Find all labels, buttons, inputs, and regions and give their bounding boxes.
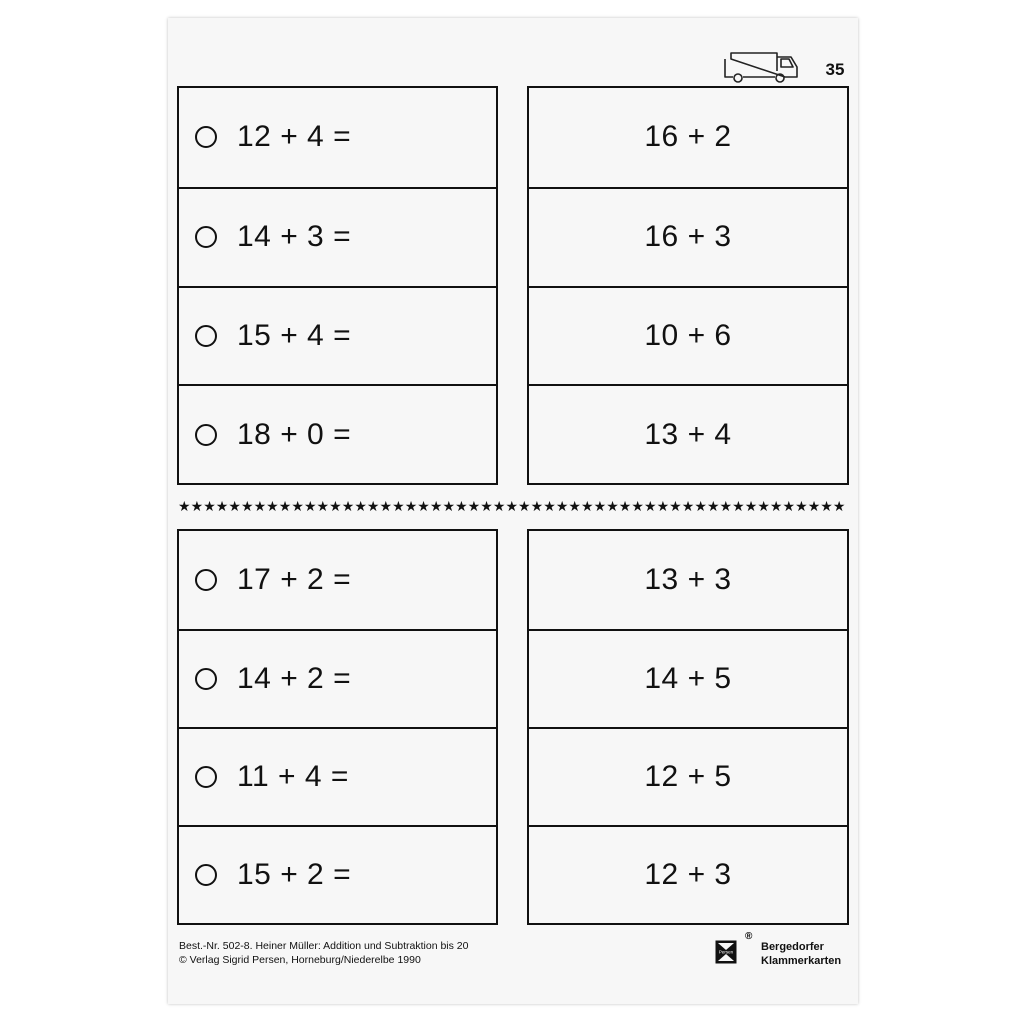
answer-circle[interactable] xyxy=(195,668,217,690)
task-text: 18 + 0 = xyxy=(237,417,352,451)
star-icon: ★ xyxy=(744,498,758,514)
brand-name xyxy=(743,940,841,968)
answer-text: 10 + 6 xyxy=(644,318,732,352)
task-row[interactable] xyxy=(179,727,496,825)
bottom-task-block xyxy=(177,529,498,925)
star-icon: ★ xyxy=(832,498,846,514)
star-icon: ★ xyxy=(455,498,468,514)
star-icon: ★ xyxy=(354,498,367,514)
task-text: 17 + 2 = xyxy=(237,563,352,596)
star-icon: ★ xyxy=(203,498,216,514)
star-icon: ★ xyxy=(341,498,355,514)
star-icon: ★ xyxy=(404,498,418,514)
star-icon: ★ xyxy=(240,498,254,514)
task-row[interactable] xyxy=(179,825,496,923)
star-icon: ★ xyxy=(669,498,682,514)
star-icon: ★ xyxy=(618,498,632,514)
answer-text: 13 + 4 xyxy=(644,417,732,451)
star-icon: ★ xyxy=(291,498,304,514)
publisher-logo-text: Persen xyxy=(718,949,734,955)
task-row[interactable] xyxy=(179,286,496,385)
footer-line-2: © Verlag Sigrid Persen, Horneburg/Niederelbe 1990 xyxy=(179,954,421,966)
answer-circle[interactable] xyxy=(195,864,217,886)
task-text: 12 + 4 = xyxy=(237,120,352,154)
star-icon: ★ xyxy=(530,498,544,514)
star-icon: ★ xyxy=(543,498,556,514)
star-icon: ★ xyxy=(480,498,493,514)
registered-mark: ® xyxy=(745,931,753,942)
brand-line-1: Bergedorfer xyxy=(761,941,824,953)
answer-text: 12 + 3 xyxy=(644,858,732,891)
answer-circle[interactable] xyxy=(195,325,217,347)
task-row[interactable] xyxy=(179,384,496,483)
task-text: 15 + 2 = xyxy=(237,858,352,891)
star-icon: ★ xyxy=(795,498,808,514)
answer-text: 16 + 3 xyxy=(644,220,732,254)
answer-text: 12 + 5 xyxy=(644,760,732,793)
star-icon: ★ xyxy=(694,498,707,514)
star-icon: ★ xyxy=(215,498,229,514)
star-icon: ★ xyxy=(606,498,619,514)
brand-line-2: Klammerkarten xyxy=(761,955,842,967)
footer-line-1: Best.-Nr. 502-8. Heiner Müller: Addition und Subtraktion bis 20 xyxy=(179,940,469,952)
answer-row xyxy=(529,286,847,385)
star-icon: ★ xyxy=(631,498,644,514)
star-icon: ★ xyxy=(467,498,481,514)
star-icon: ★ xyxy=(178,498,191,514)
task-row[interactable] xyxy=(179,629,496,727)
star-icon: ★ xyxy=(568,498,581,514)
page-number: 35 xyxy=(825,60,845,79)
answer-circle[interactable] xyxy=(195,569,217,591)
top-answer-block xyxy=(527,86,849,485)
answer-text: 16 + 2 xyxy=(644,120,732,154)
star-icon: ★ xyxy=(366,498,380,514)
star-icon: ★ xyxy=(769,498,783,514)
star-icon: ★ xyxy=(555,498,569,514)
star-icon: ★ xyxy=(732,498,745,514)
answer-circle[interactable] xyxy=(195,126,217,148)
answer-row xyxy=(529,825,847,923)
star-icon: ★ xyxy=(757,498,770,514)
answer-circle[interactable] xyxy=(195,226,217,248)
star-icon: ★ xyxy=(303,498,317,514)
bottom-answer-block xyxy=(527,529,849,925)
star-icon: ★ xyxy=(706,498,720,514)
answer-circle[interactable] xyxy=(195,424,217,446)
star-icon: ★ xyxy=(429,498,443,514)
star-icon: ★ xyxy=(593,498,607,514)
star-icon: ★ xyxy=(643,498,657,514)
star-divider xyxy=(178,497,846,515)
star-icon: ★ xyxy=(782,498,796,514)
star-icon: ★ xyxy=(656,498,670,514)
answer-text: 14 + 5 xyxy=(644,662,732,695)
top-task-block xyxy=(177,86,498,485)
task-row[interactable] xyxy=(179,531,496,629)
star-icon: ★ xyxy=(379,498,393,514)
footer-credits xyxy=(179,939,469,967)
star-icon: ★ xyxy=(253,498,267,514)
star-icon: ★ xyxy=(266,498,279,514)
answer-row xyxy=(529,727,847,825)
answer-row xyxy=(529,88,847,187)
star-icon: ★ xyxy=(807,498,821,514)
answer-row xyxy=(529,187,847,286)
publisher-logo xyxy=(715,940,737,964)
answer-row xyxy=(529,629,847,727)
answer-text: 13 + 3 xyxy=(644,563,732,596)
star-icon: ★ xyxy=(681,498,695,514)
task-row[interactable] xyxy=(179,187,496,286)
truck-outline-icon xyxy=(723,49,799,83)
task-text: 14 + 2 = xyxy=(237,662,352,695)
task-text: 15 + 4 = xyxy=(237,318,352,352)
star-icon: ★ xyxy=(518,498,531,514)
task-text: 14 + 3 = xyxy=(237,220,352,254)
answer-row xyxy=(529,531,847,629)
answer-circle[interactable] xyxy=(195,766,217,788)
task-text: 11 + 4 = xyxy=(237,760,349,793)
star-icon: ★ xyxy=(820,498,833,514)
star-icon: ★ xyxy=(392,498,405,514)
star-icon: ★ xyxy=(581,498,594,514)
star-icon: ★ xyxy=(228,498,241,514)
star-icon: ★ xyxy=(505,498,518,514)
answer-row xyxy=(529,384,847,483)
star-icon: ★ xyxy=(442,498,456,514)
star-icon: ★ xyxy=(278,498,292,514)
star-icon: ★ xyxy=(492,498,506,514)
star-icon: ★ xyxy=(190,498,204,514)
task-row[interactable] xyxy=(179,88,496,187)
star-icon: ★ xyxy=(417,498,430,514)
star-icon: ★ xyxy=(329,498,342,514)
star-icon: ★ xyxy=(719,498,733,514)
star-icon: ★ xyxy=(316,498,330,514)
